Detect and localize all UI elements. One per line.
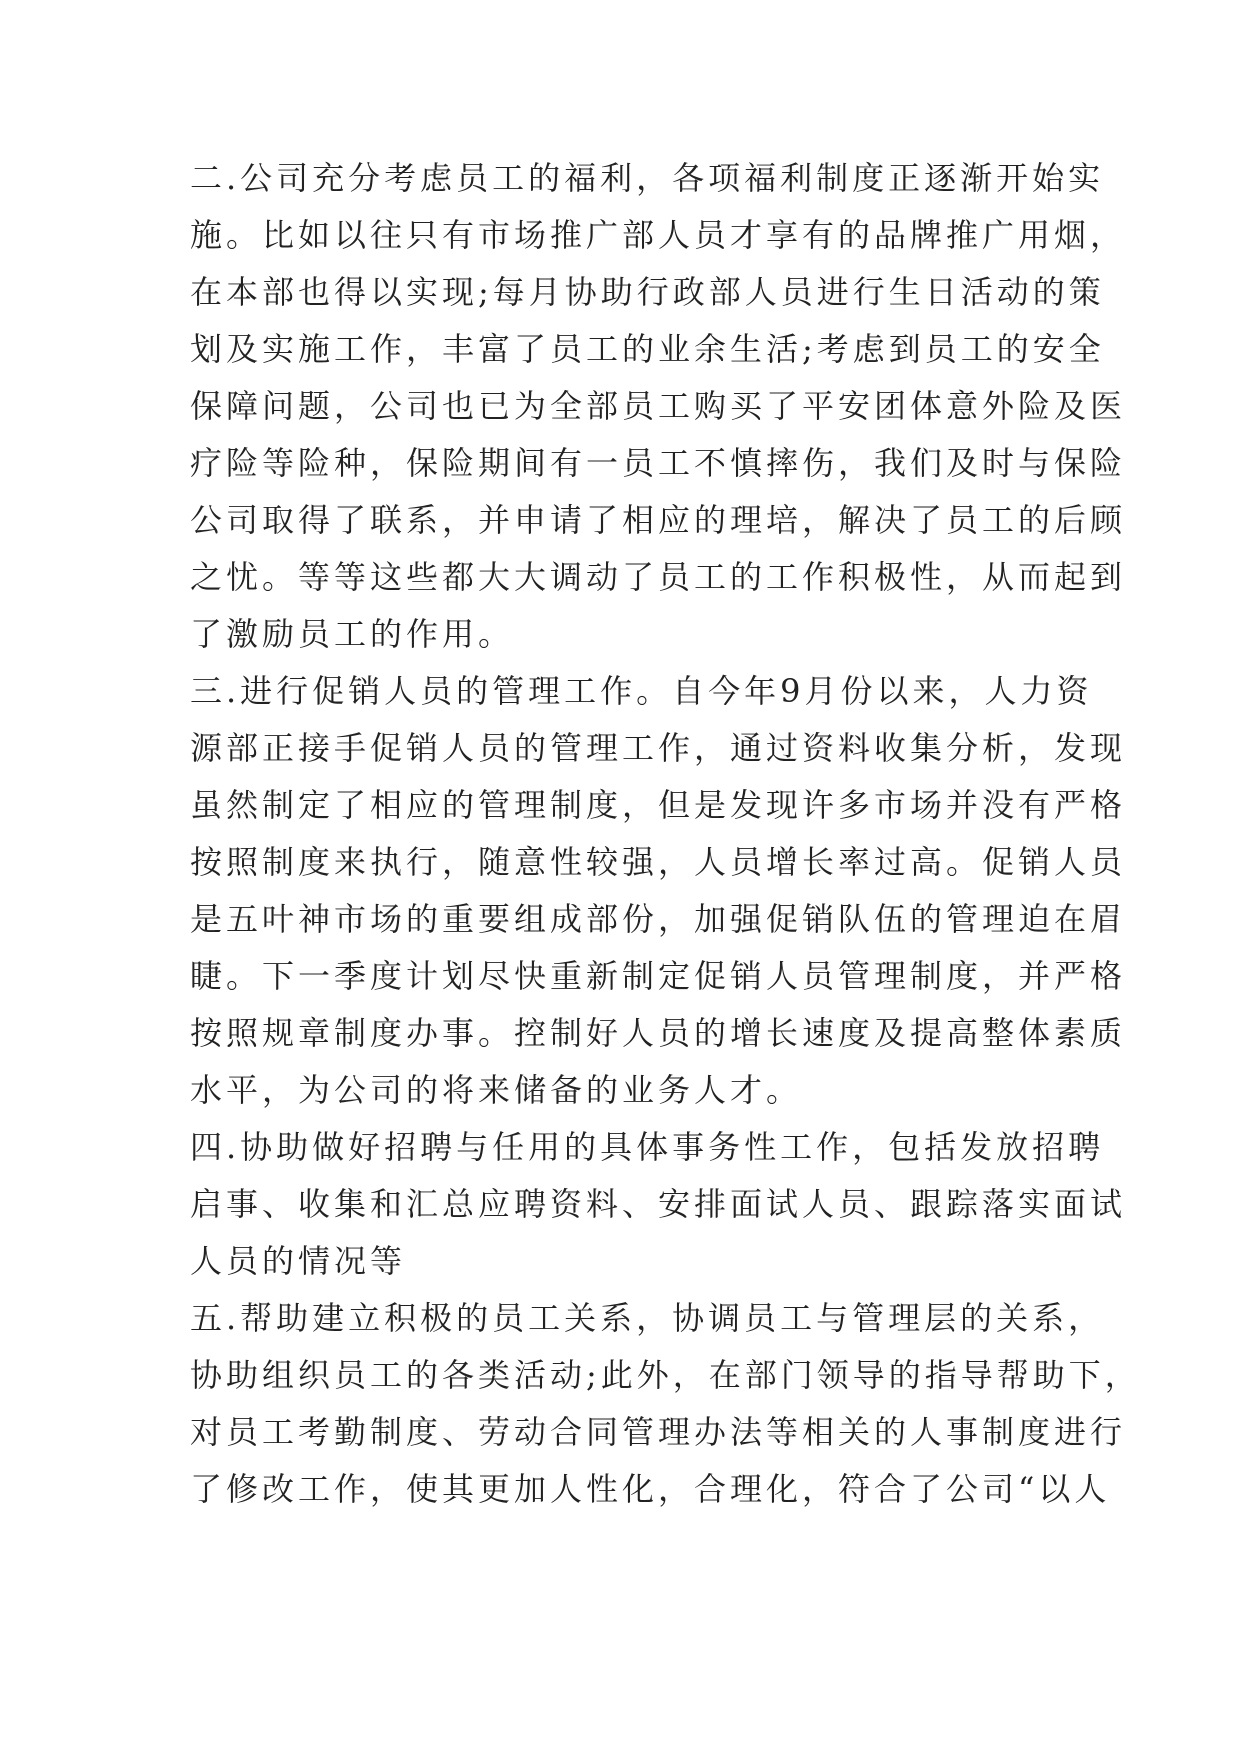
text-line: 施。比如以往只有市场推广部人员才享有的品牌推广用烟， (190, 216, 1127, 254)
text-line: 三.进行促销人员的管理工作。自今年9月份以来，人力资 (190, 672, 1093, 710)
text-line: 在本部也得以实现;每月协助行政部人员进行生日活动的策 (190, 273, 1105, 311)
body-text (190, 150, 1141, 1518)
text-line: 二.公司充分考虑员工的福利，各项福利制度正逐渐开始实 (190, 159, 1105, 197)
text-line: 了激励员工的作用。 (190, 615, 515, 653)
text-line: 源部正接手促销人员的管理工作，通过资料收集分析，发现 (190, 729, 1127, 767)
text-line: 疗险等险种，保险期间有一员工不慎摔伤，我们及时与保险 (190, 444, 1127, 482)
text-line: 睫。下一季度计划尽快重新制定促销人员管理制度，并严格 (190, 957, 1127, 995)
text-line: 四.协助做好招聘与任用的具体事务性工作，包括发放招聘 (190, 1128, 1105, 1166)
text-line: 保障问题，公司也已为全部员工购买了平安团体意外险及医 (190, 387, 1127, 425)
text-line: 协助组织员工的各类活动;此外，在部门领导的指导帮助下， (190, 1356, 1141, 1394)
text-line: 启事、收集和汇总应聘资料、安排面试人员、跟踪落实面试 (190, 1185, 1127, 1223)
text-line: 划及实施工作，丰富了员工的业余生活;考虑到员工的安全 (190, 330, 1105, 368)
text-line: 是五叶神市场的重要组成部份，加强促销队伍的管理迫在眉 (190, 900, 1127, 938)
text-line: 了修改工作，使其更加人性化，合理化，符合了公司“以人 (190, 1470, 1111, 1508)
text-line: 公司取得了联系，并申请了相应的理培，解决了员工的后顾 (190, 501, 1127, 539)
text-line: 按照规章制度办事。控制好人员的增长速度及提高整体素质 (190, 1014, 1127, 1052)
text-line: 虽然制定了相应的管理制度，但是发现许多市场并没有严格 (190, 786, 1127, 824)
text-line: 水平，为公司的将来储备的业务人才。 (190, 1071, 803, 1109)
text-line: 按照制度来执行，随意性较强，人员增长率过高。促销人员 (190, 843, 1127, 881)
text-line: 对员工考勤制度、劳动合同管理办法等相关的人事制度进行 (190, 1413, 1127, 1451)
text-line: 之忧。等等这些都大大调动了员工的工作积极性，从而起到 (190, 558, 1127, 596)
text-line: 五.帮助建立积极的员工关系，协调员工与管理层的关系， (190, 1299, 1105, 1337)
text-line: 人员的情况等 (190, 1242, 407, 1280)
